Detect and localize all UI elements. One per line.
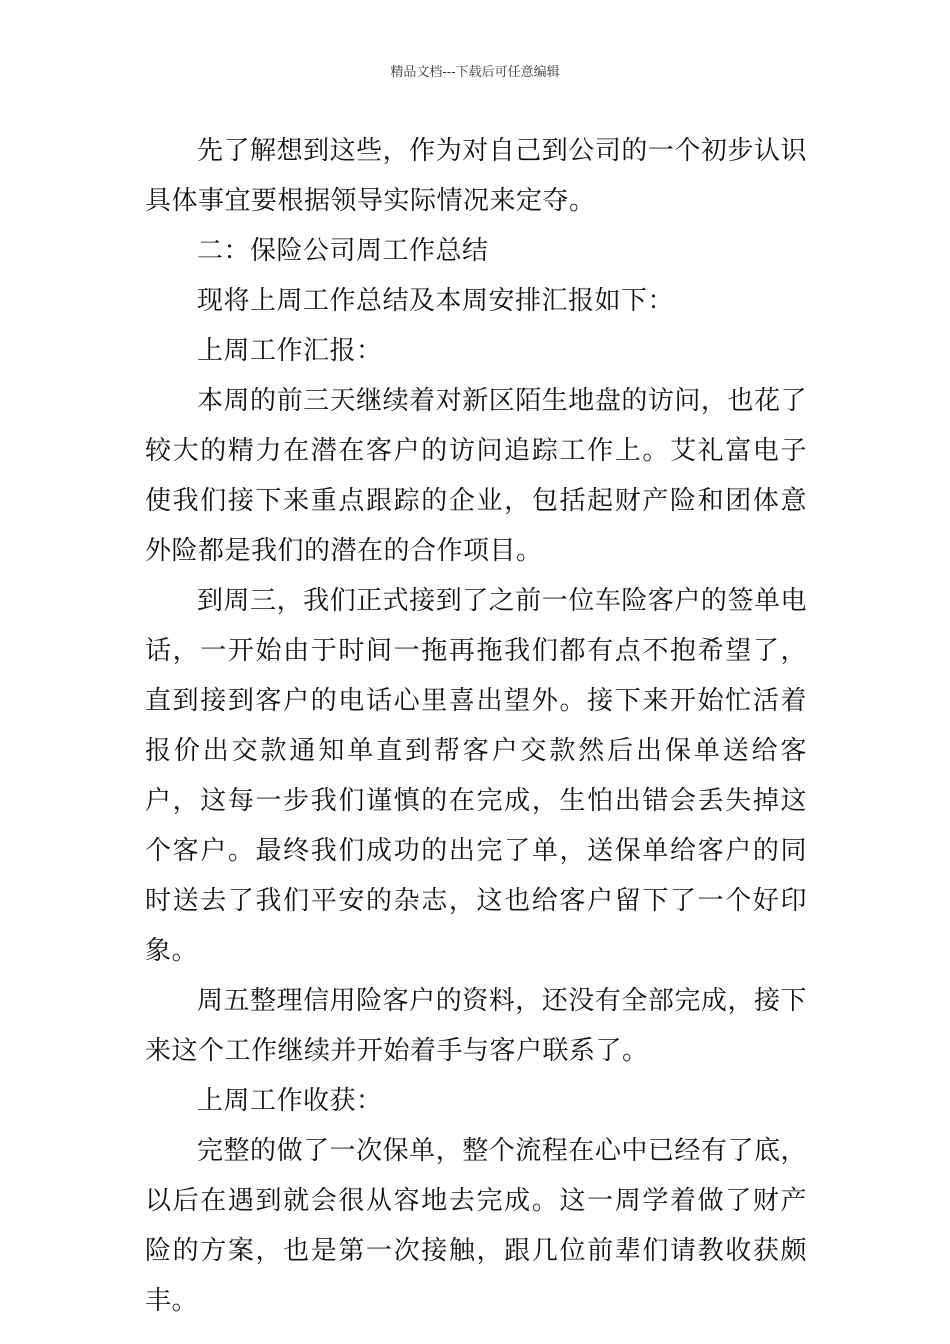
paragraph-report-intro: 现将上周工作总结及本周安排汇报如下： [197,286,675,316]
paragraph-first-three-days: 本周的前三天继续着对新区陌生地盘的访问，也花了较大的精力在潜在客户的访问追踪工作上。艾礼富电子使我们接下来重点跟踪的企业，包括起财产险和团体意外险都是我们的潜在的合作项目。 [145,386,807,566]
subheading-last-week-report: 上周工作汇报： [197,336,383,366]
paragraph-friday: 周五整理信用险客户的资料，还没有全部完成，接下来这个工作继续并开始着手与客户联系了。 [145,986,807,1066]
paragraph-intro-conclusion: 先了解想到这些，作为对自己到公司的一个初步认识具体事宜要根据领导实际情况来定夺。 [145,136,807,216]
section-heading-weekly-summary: 二：保险公司周工作总结 [197,236,489,266]
document-body [145,126,807,1326]
subheading-last-week-gains: 上周工作收获： [197,1086,383,1116]
page-header: 精品文档---下载后可任意编辑 [390,65,560,80]
paragraph-wednesday: 到周三，我们正式接到了之前一位车险客户的签单电话，一开始由于时间一拖再拖我们都有点不抱希望了，直到接到客户的电话心里喜出望外。接下来开始忙活着报价出交款通知单直到帮客户交款然后出保单送给客户，这每一步我们谨慎的在完成，生怕出错会丢失掉这个客户。最终我们成功的出完了单，送保单给客户的同时送去了我们平安的杂志，这也给客户留下了一个好印象。 [145,586,807,966]
paragraph-gains: 完整的做了一次保单，整个流程在心中已经有了底，以后在遇到就会很从容地去完成。这一周学着做了财产险的方案，也是第一次接触，跟几位前辈们请教收获颇丰。 [145,1136,807,1316]
